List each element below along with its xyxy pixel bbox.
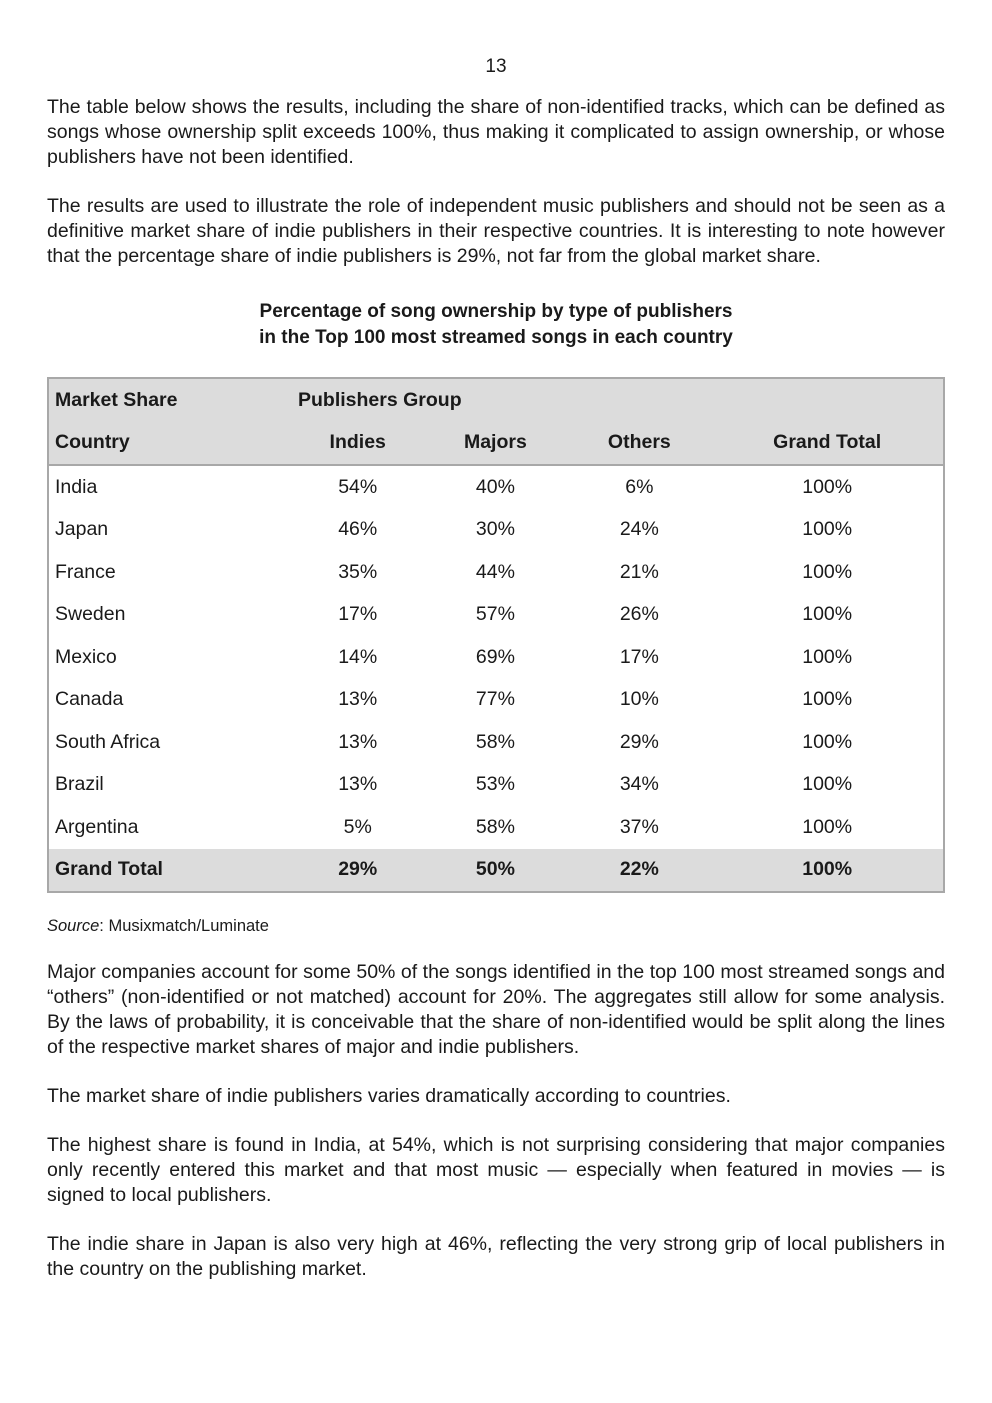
- cell-indies: 13%: [338, 730, 378, 753]
- cell-indies: 17%: [338, 603, 378, 626]
- source-text: : Musixmatch/Luminate: [99, 917, 269, 935]
- table-row: [48, 509, 944, 552]
- source-note: [47, 917, 945, 936]
- intro-paragraph-1: The table below shows the results, including the share of non-identified tracks, which can be defined as songs whose ownership split exceeds 100%, thus making it complicated to assign ownership, or whose publishers have not been identified.: [47, 96, 945, 168]
- table-title-line-1: Percentage of song ownership by type of publishers: [259, 301, 733, 322]
- cell-country: Argentina: [55, 815, 139, 838]
- cell-indies: 35%: [338, 560, 378, 583]
- cell-indies: 54%: [338, 475, 378, 498]
- cell-grand-total: 100%: [802, 603, 853, 626]
- total-majors: 50%: [475, 858, 515, 881]
- header-grand-total: Grand Total: [711, 422, 944, 466]
- cell-indies: 14%: [338, 645, 378, 668]
- outro-paragraph-1: Major companies account for some 50% of the songs identified in the top 100 most streamed songs and “others” (non-identified or not matched) account for 20%. The aggregates still allow for some analysis. By the laws of probability, it is conceivable that the share of non-identified would be split along the lines of the respective market shares of major and indie publishers.: [47, 961, 945, 1058]
- cell-others: 34%: [619, 773, 659, 796]
- cell-country: Canada: [55, 688, 124, 711]
- cell-others: 26%: [619, 603, 659, 626]
- total-grand-total: 100%: [802, 858, 853, 881]
- cell-indies: 5%: [343, 815, 372, 838]
- cell-others: 37%: [619, 815, 659, 838]
- table-row: [48, 551, 944, 594]
- table-row: [48, 594, 944, 637]
- outro-paragraph-2: The market share of indie publishers varies dramatically according to countries.: [47, 1085, 731, 1107]
- page-number: 13: [485, 56, 507, 77]
- cell-grand-total: 100%: [802, 688, 853, 711]
- cell-country: Mexico: [55, 645, 117, 668]
- cell-majors: 57%: [475, 603, 515, 626]
- cell-others: 17%: [619, 645, 659, 668]
- cell-majors: 44%: [475, 560, 515, 583]
- cell-others: 29%: [619, 730, 659, 753]
- cell-grand-total: 100%: [802, 560, 853, 583]
- total-label: Grand Total: [55, 858, 163, 881]
- table-row: [48, 636, 944, 679]
- table-row: [48, 465, 944, 509]
- cell-majors: 53%: [475, 773, 515, 796]
- cell-indies: 13%: [338, 688, 378, 711]
- cell-majors: 30%: [475, 518, 515, 541]
- outro-paragraph-4: The indie share in Japan is also very high at 46%, reflecting the very strong grip of local publishers in the country on the publishing market.: [47, 1233, 945, 1280]
- header-market-share: Market Share: [55, 388, 178, 411]
- cell-others: 24%: [619, 518, 659, 541]
- table-row: [48, 721, 944, 764]
- total-others: 22%: [619, 858, 659, 881]
- cell-country: France: [55, 560, 116, 583]
- cell-grand-total: 100%: [802, 773, 853, 796]
- table-header-row-columns: [48, 422, 944, 466]
- cell-others: 21%: [619, 560, 659, 583]
- cell-country: Japan: [55, 518, 109, 541]
- table-row: [48, 806, 944, 849]
- header-indies: Indies: [292, 422, 423, 466]
- table-total-row: [48, 849, 944, 893]
- table-title-line-2: in the Top 100 most streamed songs in each country: [259, 326, 733, 348]
- header-others: Others: [567, 422, 711, 466]
- market-share-table: [47, 377, 945, 893]
- cell-grand-total: 100%: [802, 645, 853, 668]
- cell-majors: 40%: [475, 475, 515, 498]
- cell-majors: 77%: [475, 688, 515, 711]
- cell-majors: 58%: [475, 815, 515, 838]
- cell-country: India: [55, 475, 98, 498]
- page-content: [47, 95, 945, 1306]
- header-publishers-group: Publishers Group: [298, 388, 462, 411]
- intro-paragraph-2: The results are used to illustrate the role of independent music publishers and should not be seen as a definitive market share of indie publishers in their respective countries. It is interesting to note however that the percentage share of indie publishers is 29%, not far from the global market share.: [47, 195, 945, 267]
- cell-indies: 13%: [338, 773, 378, 796]
- cell-majors: 58%: [475, 730, 515, 753]
- cell-majors: 69%: [475, 645, 515, 668]
- cell-country: South Africa: [55, 730, 161, 753]
- header-country: Country: [48, 422, 292, 466]
- cell-grand-total: 100%: [802, 815, 853, 838]
- cell-grand-total: 100%: [802, 730, 853, 753]
- table-row: [48, 679, 944, 722]
- cell-grand-total: 100%: [802, 518, 853, 541]
- cell-country: Sweden: [55, 603, 126, 626]
- table-header-row-group: [48, 378, 944, 422]
- cell-country: Brazil: [55, 773, 104, 796]
- cell-others: 6%: [625, 475, 654, 498]
- table-title: [47, 299, 945, 350]
- total-indies: 29%: [338, 858, 378, 881]
- cell-grand-total: 100%: [802, 475, 853, 498]
- cell-indies: 46%: [338, 518, 378, 541]
- outro-paragraph-3: The highest share is found in India, at 54%, which is not surprising considering that major companies only recently entered this market and that most music — especially when featured in movies — is signed to local publishers.: [47, 1134, 945, 1206]
- header-majors: Majors: [423, 422, 567, 466]
- source-label: Source: [47, 917, 100, 935]
- table-row: [48, 764, 944, 807]
- cell-others: 10%: [619, 688, 659, 711]
